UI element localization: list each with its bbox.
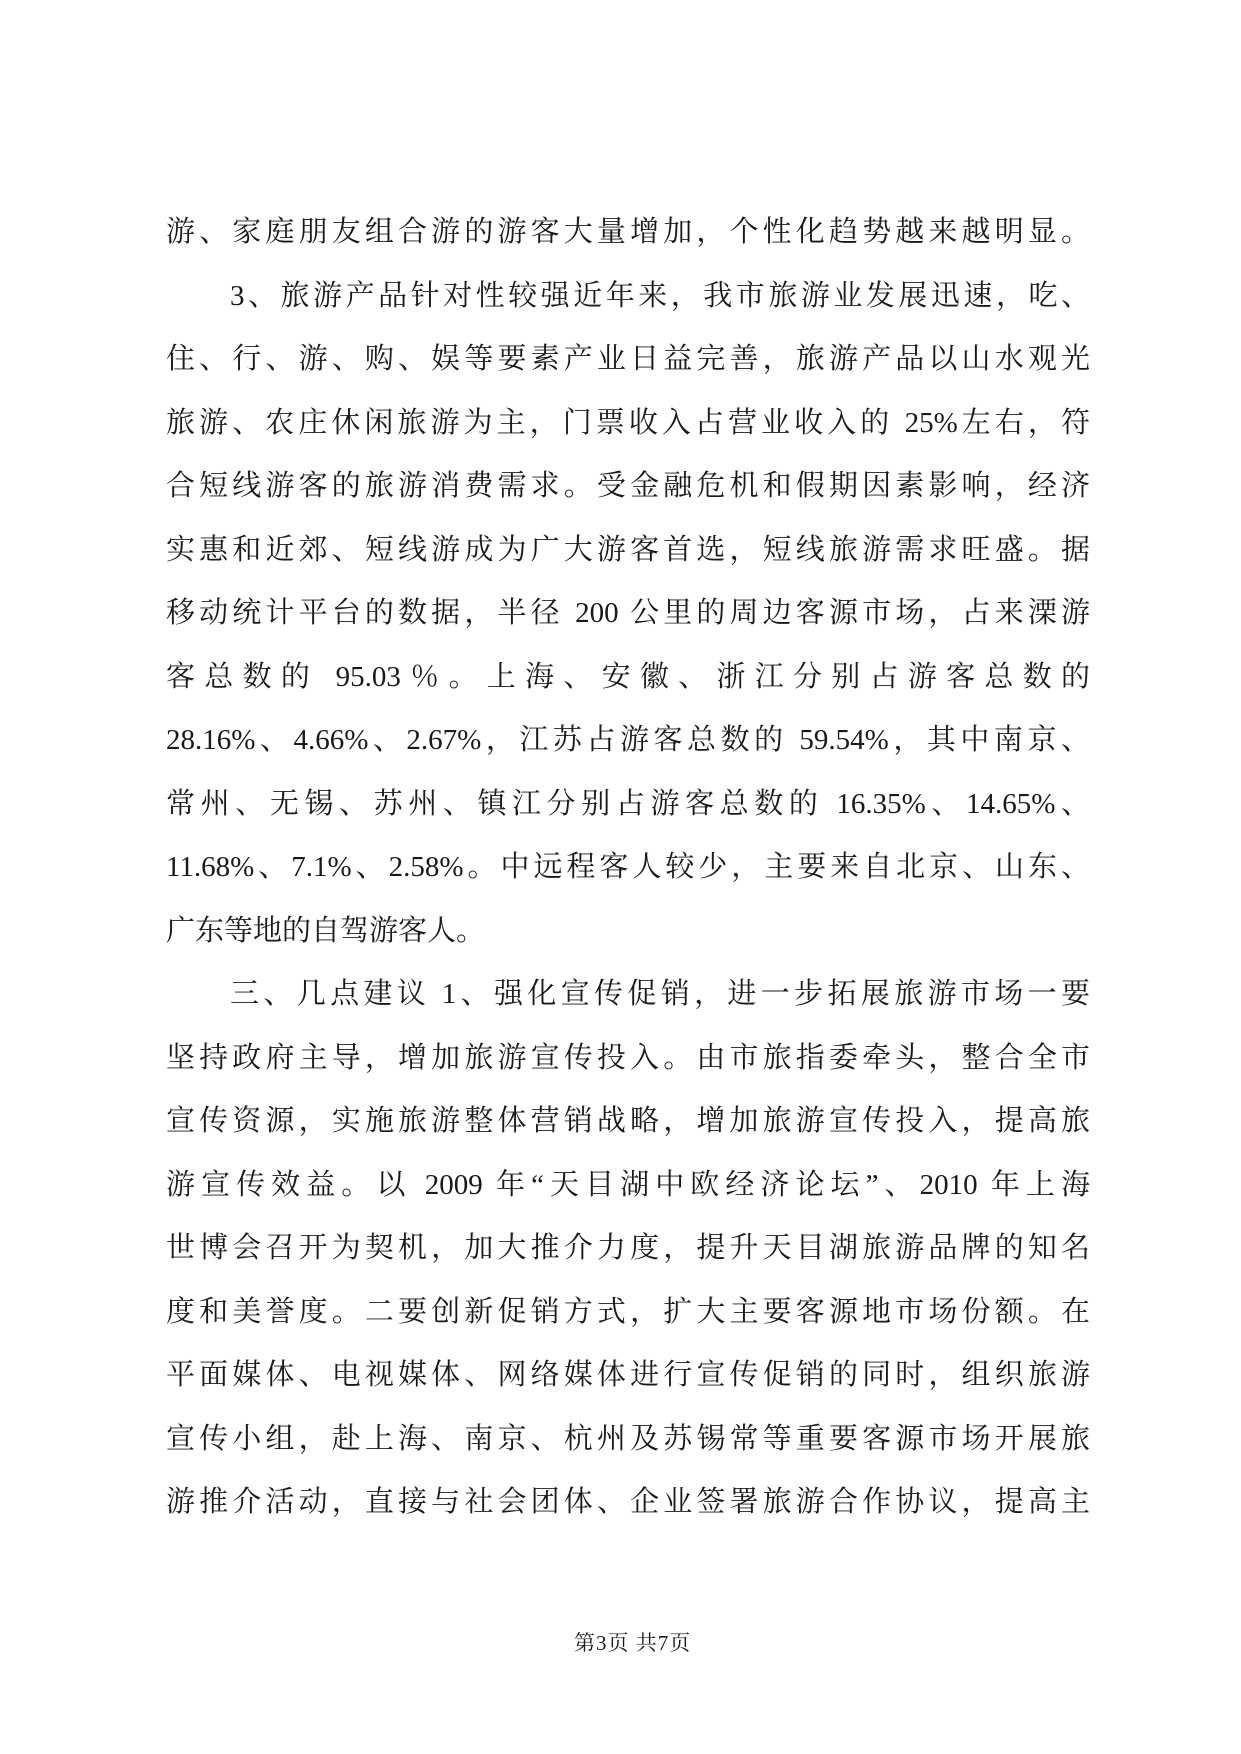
text-line: 住、行、游、购、娱等要素产业日益完善，旅游产品以山水观光 [166,343,1090,375]
text-line: 旅游、农庄休闲旅游为主，门票收入占营业收入的 25%左右，符 [166,406,1090,439]
text-line: 世博会召开为契机，加大推介力度，提升天目湖旅游品牌的知名 [166,1232,1090,1264]
text-line: 坚持政府主导，增加旅游宣传投入。由市旅指委牵头，整合全市 [166,1041,1090,1074]
paragraph-last-line: 广东等地的自驾游客人。 [166,914,486,947]
paragraph-first-line: 3、旅游产品针对性较强近年来，我市旅游业发展迅速，吃、 [230,279,1090,312]
text-line: 28.16%、4.66%、2.67%，江苏占游客总数的 59.54%，其中南京、 [166,724,1090,756]
body-text [166,201,1090,1535]
text-line: 游、家庭朋友组合游的游客大量增加，个性化趋势越来越明显。 [166,216,1090,248]
text-line: 游推介活动，直接与社会团体、企业签署旅游合作协议，提高主 [166,1486,1090,1518]
text-line: 客总数的 95.03％。上海、安徽、浙江分别占游客总数的 [166,660,1090,693]
paragraph-first-line: 三、几点建议 1、强化宣传促销，进一步拓展旅游市场一要 [230,978,1090,1010]
text-line: 常州、无锡、苏州、镇江分别占游客总数的 16.35%、14.65%、 [166,787,1090,820]
text-line: 宣传资源，实施旅游整体营销战略，增加旅游宣传投入，提高旅 [166,1105,1090,1137]
text-line: 宣传小组，赴上海、南京、杭州及苏锡常等重要客源市场开展旅 [166,1422,1090,1455]
page-number-footer: 第3页 共7页 [574,1631,692,1655]
text-line: 合短线游客的旅游消费需求。受金融危机和假期因素影响，经济 [166,470,1090,502]
text-line: 移动统计平台的数据，半径 200 公里的周边客源市场，占来溧游 [166,597,1090,629]
text-line: 平面媒体、电视媒体、网络媒体进行宣传促销的同时，组织旅游 [166,1359,1090,1391]
text-line: 游宣传效益。以 2009 年“天目湖中欧经济论坛”、2010 年上海 [166,1168,1090,1201]
text-line: 11.68%、7.1%、2.58%。中远程客人较少，主要来自北京、山东、 [166,851,1090,883]
text-line: 度和美誉度。二要创新促销方式，扩大主要客源地市场份额。在 [166,1295,1090,1328]
text-line: 实惠和近郊、短线游成为广大游客首选，短线旅游需求旺盛。据 [166,533,1090,566]
